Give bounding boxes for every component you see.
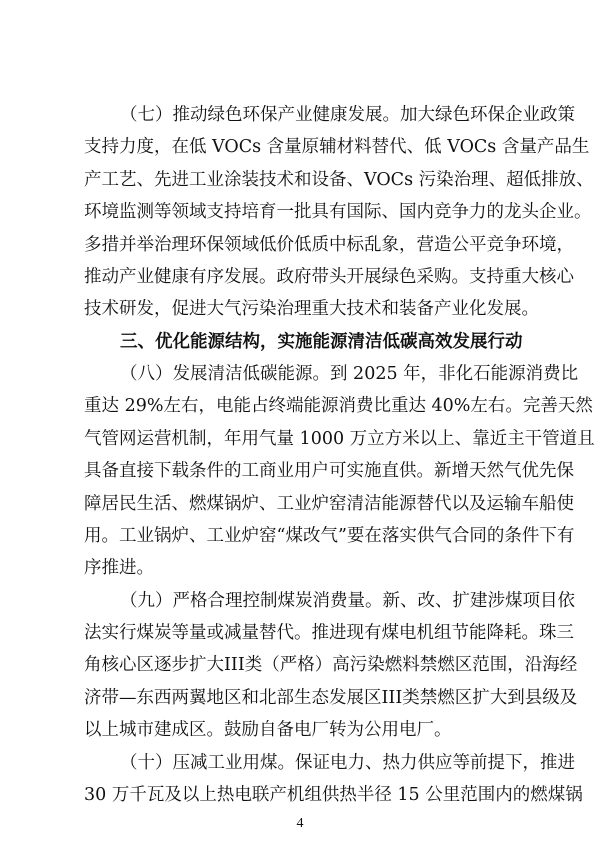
- section-heading: 三、优化能源结构，实施能源清洁低碳高效发展行动: [120, 332, 523, 352]
- paragraph-8-line-1: （八）发展清洁低碳能源。到 2025 年，非化石能源消费比: [120, 364, 579, 384]
- paragraph-9-line-1: （九）严格合理控制煤炭消费量。新、改、扩建涉煤项目依: [120, 591, 575, 611]
- paragraph-7-line-1: （七）推动绿色环保产业健康发展。加大绿色环保企业政策: [120, 105, 575, 125]
- paragraph-7-line-5: 多措并举治理环保领域低价低质中标乱象，营造公平竞争环境，: [84, 235, 574, 255]
- paragraph-9-line-5: 以上城市建成区。鼓励自备电厂转为公用电厂。: [84, 720, 452, 740]
- page-number: 4: [296, 816, 304, 831]
- paragraph-10-line-1: （十）压减工业用煤。保证电力、热力供应等前提下，推进: [120, 753, 575, 773]
- paragraph-10-line-2: 30 万千瓦及以上热电联产机组供热半径 15 公里范围内的燃煤锅: [84, 785, 583, 805]
- paragraph-9-line-4: 济带—东西两翼地区和北部生态发展区III类禁燃区扩大到县级及: [84, 688, 578, 708]
- paragraph-7-line-3: 产工艺、先进工业涂装技术和设备、VOCs 污染治理、超低排放、: [84, 170, 594, 190]
- paragraph-7-line-7: 技术研发，促进大气污染治理重大技术和装备产业化发展。: [84, 299, 539, 319]
- paragraph-8-line-6: 用。工业锅炉、工业炉窑“煤改气”要在落实供气合同的条件下有: [84, 526, 575, 546]
- paragraph-8-line-7: 序推进。: [84, 558, 154, 578]
- paragraph-8-line-2: 重达 29%左右，电能占终端能源消费比重达 40%左右。完善天然: [84, 396, 593, 416]
- paragraph-8-line-5: 障居民生活、燃煤锅炉、工业炉窑清洁能源替代以及运输车船使: [84, 494, 574, 514]
- paragraph-8-line-4: 具备直接下载条件的工商业用户可实施直供。新增天然气优先保: [84, 461, 574, 481]
- paragraph-9-line-3: 角核心区逐步扩大III类（严格）高污染燃料禁燃区范围，沿海经: [84, 655, 578, 675]
- paragraph-7-line-4: 环境监测等领域支持培育一批具有国际、国内竞争力的龙头企业。: [84, 202, 592, 222]
- paragraph-8-line-3: 气管网运营机制，年用气量 1000 万立方米以上、靠近主干管道且: [84, 429, 595, 449]
- paragraph-9-line-2: 法实行煤炭等量或减量替代。推进现有煤电机组节能降耗。珠三: [84, 623, 574, 643]
- paragraph-7-line-2: 支持力度，在低 VOCs 含量原辅材料替代、低 VOCs 含量产品生: [84, 137, 590, 157]
- paragraph-7-line-6: 推动产业健康有序发展。政府带头开展绿色采购。支持重大核心: [84, 267, 574, 287]
